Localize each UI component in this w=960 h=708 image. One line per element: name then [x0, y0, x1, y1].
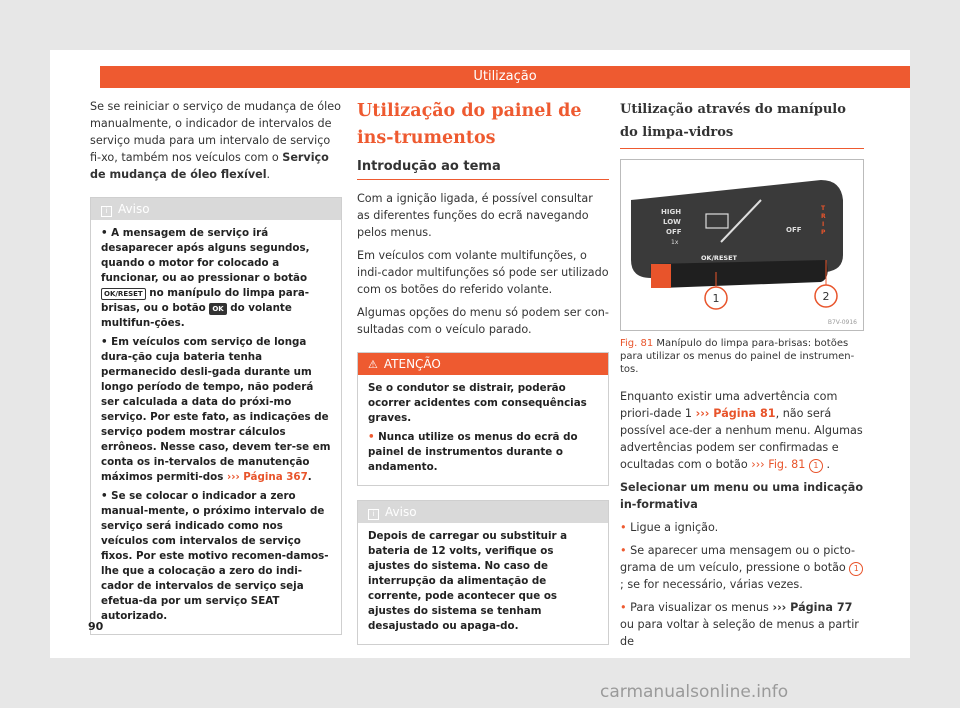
ok-key-icon: OK: [209, 303, 226, 315]
paragraph: Enquanto existir uma advertência com priori-dade 1 ››› Página 81, não será possível ace-der a nenhum menu. Algumas advertências podem ser confirmadas e ocultadas com o botão ››› Fig. 81 1 .: [620, 390, 863, 471]
warning-item: • Nunca utilize os menus do ecrã do painel de instrumentos durante o andamento.: [368, 430, 598, 475]
paragraph: Algumas opções do menu só podem ser con-sultadas com o veículo parado.: [357, 306, 609, 336]
subheading: Selecionar um menu ou uma indicação in-formativa: [620, 481, 864, 511]
page-link[interactable]: ››› Página 367: [226, 471, 308, 483]
ok-reset-key-icon: OK/RESET: [101, 288, 146, 300]
callout-2: 2: [822, 290, 830, 303]
warning-body: Se o condutor se distrair, poderão ocorrer acidentes com consequências graves. • Nunca utilize os menus do ecrã do painel de instrumentos durante o andamento.: [358, 375, 608, 485]
list-item: • Ligue a ignição.: [620, 519, 864, 536]
notice-item: • A mensagem de serviço irá desaparecer após alguns segundos, quando o motor for colocado a funcionar, ou ao pressionar o botão OK/RESET no manípulo do limpa para-brisas, ou o botão OK do volante multifun-ções.: [101, 226, 331, 331]
figure-code: B7V-0916: [827, 319, 857, 326]
page: [50, 50, 910, 658]
paragraph: Com a ignição ligada, é possível consultar as diferentes funções do ecrã navegando pelos menus.: [357, 192, 593, 239]
figure-label: OK/RESET: [701, 254, 737, 262]
figure-label: HIGH: [661, 208, 682, 216]
column-right: [620, 98, 864, 656]
paragraph: Em veículos com volante multifunções, o indi-cador multifunções só pode ser utilizado com os botões do referido volante.: [357, 249, 609, 296]
page-number: 90: [88, 620, 104, 633]
warning-triangle-icon: ⚠: [368, 358, 378, 371]
column-left: [90, 98, 342, 635]
figure-link[interactable]: ››› Fig. 81: [751, 458, 806, 471]
notice-box: [90, 197, 342, 635]
notice-item: • Se se colocar o indicador a zero manual-mente, o próximo intervalo de serviço será indicado como nos veículos com intervalos de serviço fixos. Por este motivo recomen-damos-lhe que a colocação a zero do indi-cador de intervalos de serviço seja efetua-da por um serviço SEAT autorizado.: [101, 489, 331, 624]
list-item: • Para visualizar os menus ››› Página 77 ou para voltar à seleção de menus a partir de: [620, 599, 864, 650]
info-icon: i: [368, 509, 379, 520]
section-subtitle: Introdução ao tema: [357, 158, 609, 180]
figure-label: I: [822, 221, 825, 228]
figure-label: LOW: [663, 218, 681, 226]
page-link[interactable]: ››› Página 77: [772, 601, 853, 614]
section-header: Utilização: [100, 66, 910, 88]
notice-body: Depois de carregar ou substituir a bateria de 12 volts, verifique os ajustes do sistema. No caso de interrupção da alimentação de corrente, pode acontecer que os ajustes do sistema se tenham desajustado ou apaga-do.: [368, 530, 568, 632]
watermark: carmanualsonline.info: [600, 682, 789, 702]
section-title: Utilização do painel de ins-trumentos: [357, 101, 582, 148]
figure-caption: Fig. 81 Manípulo do limpa para-brisas: botões para utilizar os menus do painel de instrumen-tos.: [620, 338, 855, 375]
figure-label: OFF: [786, 226, 802, 234]
list-item: • Se aparecer uma mensagem ou o picto-grama de um veículo, pressione o botão 1; se for necessário, várias vezes.: [620, 542, 864, 593]
warning-box: [357, 352, 609, 486]
warning-header: ⚠ ATENÇÃO: [358, 353, 608, 375]
figure-label: R: [821, 213, 826, 220]
callout-1-icon: 1: [849, 562, 863, 576]
section-title: Utilização através do manípulo do limpa-vidros: [620, 98, 864, 149]
notice-item: • Em veículos com serviço de longa dura-ção cuja bateria tenha permanecido desli-gada durante um longo período de tempo, não poderá ser calculada a data do próxi-mo serviço. Por este fato, as indicações de serviço podem mostrar cálculos errôneos. Nesse caso, devem ter-se em conta os in-tervalos de manutenção máximos permiti-dos ››› Página 367.: [101, 335, 331, 485]
info-icon: i: [101, 206, 112, 217]
column-middle: [357, 98, 609, 645]
notice-header: i Aviso: [91, 198, 341, 220]
page-link[interactable]: ››› Página 81: [695, 407, 776, 420]
wiper-stalk-figure: [620, 159, 864, 331]
notice-header: i Aviso: [358, 501, 608, 523]
callout-1-icon: 1: [809, 459, 823, 473]
notice-box: [357, 500, 609, 645]
figure-label: P: [821, 229, 826, 236]
figure-label: OFF: [666, 228, 682, 236]
figure-label: T: [821, 205, 826, 212]
callout-1: 1: [712, 292, 720, 305]
notice-body: [91, 220, 341, 634]
wiper-stalk-illustration: [621, 160, 863, 330]
intro-paragraph: Se se reiniciar o serviço de mudança de óleo manualmente, o indicador de intervalos de serviço muda para um intervalo de serviço fi-xo, também nos veículos com o Serviço de mudança de óleo flexível.: [90, 100, 341, 181]
figure-label: 1x: [671, 239, 679, 246]
